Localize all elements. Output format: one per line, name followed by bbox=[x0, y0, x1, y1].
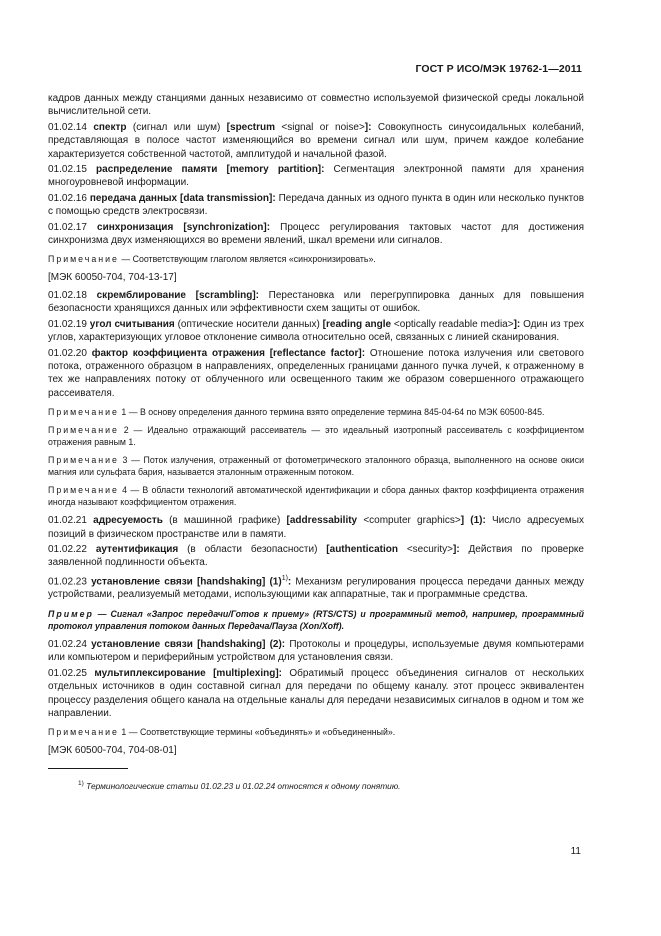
entry-definition: Сегментация электронной памяти для хранения многоуровневой информации. bbox=[48, 164, 584, 189]
entry-number: 01.02.21 bbox=[48, 515, 87, 527]
entry-close: ]: bbox=[513, 318, 521, 330]
term-entry-01-02-22 bbox=[48, 543, 584, 570]
entry-english: [data transmission]: bbox=[180, 192, 276, 204]
note-text: — Соответствующие термины «объединять» и «объединенный». bbox=[126, 727, 396, 738]
note-number: 2 bbox=[118, 425, 129, 436]
entry-number: 01.02.25 bbox=[48, 667, 87, 679]
entry-english: [synchronization]: bbox=[183, 221, 271, 233]
entry-close: : bbox=[287, 576, 292, 588]
footnote-reference: 1) bbox=[281, 574, 288, 582]
entry-qualifier: (оптические носители данных) bbox=[174, 318, 323, 330]
entry-qualifier: (в машинной графике) bbox=[162, 515, 287, 527]
entry-english: [memory partition]: bbox=[226, 164, 325, 176]
entry-english: [handshaking] (1) bbox=[196, 576, 282, 588]
entry-close: ]: bbox=[364, 121, 372, 133]
entry-english: [authentication bbox=[326, 543, 398, 555]
entry-context: <signal or noise> bbox=[275, 121, 365, 133]
term-entry-01-02-20 bbox=[48, 347, 584, 401]
entry-number: 01.02.19 bbox=[48, 318, 87, 330]
note-number: 1 bbox=[118, 407, 127, 418]
entry-term: угол считывания bbox=[89, 318, 175, 330]
reference: [МЭК 60500-704, 704-08-01] bbox=[48, 745, 177, 757]
term-entry-01-02-19 bbox=[48, 318, 584, 345]
entry-number: 01.02.20 bbox=[48, 347, 87, 359]
entry-definition: Протоколы и процедуры, используемые двумя компьютерами или компьютером и периферийным устройством для установления связи. bbox=[48, 638, 585, 664]
note-text: — Идеально отражающий рассеиватель — это идеальный изотропный рассеиватель с коэффициентом отражения равным 1. bbox=[48, 425, 584, 448]
entry-definition: Процесс регулирования тактовых частот для достижения синхронизма двух изменяющихся во времени явлений, шкал времени или сигналов. bbox=[48, 221, 585, 247]
entry-definition: Обратимый процесс объединения сигналов от нескольких отдельных источников в один составной сигнал для передачи по общему каналу. этот процесс эквивалентен процессу разделения общего канала на отдельные каналы для передачи независимых сигналов в одном и том же направлении. bbox=[48, 667, 584, 719]
entry-definition: Один из трех углов, характеризующих угловое отклонение символа относительно осей, связанных с линией сканирования. bbox=[48, 318, 584, 344]
entry-definition: Действия по проверке заявленной подлинности объекта. bbox=[48, 543, 584, 569]
entry-number: 01.02.17 bbox=[48, 221, 87, 233]
note bbox=[48, 484, 584, 508]
term-entry-01-02-14 bbox=[48, 121, 584, 161]
entry-number: 01.02.18 bbox=[48, 289, 87, 301]
entry-english: [multiplexing]: bbox=[213, 667, 282, 679]
note-label: Примечание bbox=[48, 485, 119, 496]
note-label: Примечание bbox=[48, 727, 119, 738]
term-entry-01-02-15 bbox=[48, 163, 584, 190]
entry-number: 01.02.23 bbox=[48, 576, 87, 588]
entry-term: адресуемость bbox=[93, 515, 163, 527]
entry-term: распределение памяти bbox=[96, 164, 218, 176]
note bbox=[48, 454, 584, 478]
document-header: ГОСТ Р ИСО/МЭК 19762-1—2011 bbox=[415, 63, 582, 75]
term-entry-01-02-21 bbox=[48, 514, 584, 541]
entry-english: [spectrum bbox=[226, 121, 276, 133]
entry-english: [reading angle bbox=[322, 318, 392, 330]
note bbox=[48, 253, 584, 265]
note-number: 3 bbox=[118, 455, 128, 466]
entry-definition: Отношение потока излучения или светового потока, отраженного образцом в направлениях, определенных границами данного пучка лучей, к отраженному в тех же направлениях потоку от облученного или освещенного таким же образом совершенного отражающего рассеивателя. bbox=[48, 347, 584, 399]
note bbox=[48, 406, 584, 418]
entry-term: установление связи bbox=[91, 638, 193, 650]
entry-close: ]: bbox=[452, 543, 460, 555]
note bbox=[48, 424, 584, 448]
entry-definition: Перестановка или перегруппировка данных для повышения безопасности хранящихся данных или эффективности схем защиты от ошибок. bbox=[48, 289, 585, 315]
note-number: 4 bbox=[118, 485, 128, 496]
entry-definition: Механизм регулирования процесса передачи данных между устройствами, реализуемый методами, использующими как аппаратные, так и программные средства. bbox=[48, 576, 584, 601]
note-label: Примечание bbox=[48, 407, 119, 418]
term-entry-01-02-24 bbox=[48, 638, 584, 665]
entry-definition: Совокупность синусоидальных колебаний, представляющая в полосе частот изменяющийся во времени сигнал или шум, причем каждое колебание характеризуется собственной частотой, амплитудой и начальной фазой. bbox=[48, 121, 584, 160]
term-entry-01-02-23 bbox=[48, 572, 584, 602]
intro-paragraph: кадров данных между станциями данных независимо от совместно используемой физической среды локальной вычислительной сети. bbox=[48, 93, 584, 118]
entry-english: [scrambling]: bbox=[195, 289, 259, 301]
note-number: 1 bbox=[118, 727, 127, 738]
entry-term: установление связи bbox=[91, 576, 193, 588]
note-text: — Соответствующим глаголом является «синхронизировать». bbox=[118, 254, 376, 265]
term-entry-01-02-25 bbox=[48, 667, 584, 721]
reference: [МЭК 60050-704, 704-13-17] bbox=[48, 272, 177, 284]
entry-term: аутентификация bbox=[95, 543, 179, 555]
entry-context: <computer graphics> bbox=[357, 515, 461, 527]
entry-term: фактор коэффициента отражения bbox=[91, 347, 265, 359]
entry-definition: Число адресуемых позиций в физическом пространстве или в памяти. bbox=[48, 515, 584, 540]
entry-qualifier: (сигнал или шум) bbox=[126, 121, 227, 133]
term-entry-01-02-16 bbox=[48, 192, 584, 219]
entry-number: 01.02.24 bbox=[48, 638, 87, 650]
footnote-mark: 1) bbox=[78, 780, 84, 788]
example bbox=[48, 608, 584, 632]
entry-term: скремблирование bbox=[96, 289, 186, 301]
page-number: 11 bbox=[570, 846, 581, 857]
entry-number: 01.02.14 bbox=[48, 121, 87, 133]
note-label: Примечание bbox=[48, 425, 119, 436]
entry-term: синхронизация bbox=[97, 221, 174, 233]
entry-context: <optically readable media> bbox=[391, 318, 514, 330]
footnote-text: Терминологические статьи 01.02.23 и 01.02.24 относятся к одному понятию. bbox=[83, 780, 401, 791]
footnote-divider bbox=[48, 768, 128, 769]
note-text: — В области технологий автоматической идентификации и сбора данных фактор коэффициента отражения иногда называют коэффициентом отражения. bbox=[48, 485, 584, 508]
entry-context: <security> bbox=[397, 543, 453, 555]
note-text: — В основу определения данного термина взято определение термина 845-04-64 по МЭК 60500-845. bbox=[126, 407, 545, 418]
entry-qualifier: (в области безопасности) bbox=[178, 543, 327, 555]
note-label: Примечание bbox=[48, 254, 119, 265]
note bbox=[48, 726, 584, 738]
example-label: Пример bbox=[48, 608, 94, 619]
page-content bbox=[48, 92, 584, 802]
entry-number: 01.02.22 bbox=[48, 543, 87, 555]
entry-term: мультиплексирование bbox=[94, 667, 206, 679]
entry-english: [reflectance factor]: bbox=[269, 347, 366, 359]
example-text: — Сигнал «Запрос передачи/Готов к приему» (RTS/CTS) и программный метод, например, программный протокол управления потоком данных Передача/Пауза (Xon/Xoff). bbox=[48, 608, 584, 631]
entry-close: ] (1): bbox=[460, 515, 486, 527]
entry-english: [handshaking] (2): bbox=[197, 638, 286, 650]
entry-term: передача данных bbox=[89, 192, 178, 204]
term-entry-01-02-17 bbox=[48, 221, 584, 248]
entry-number: 01.02.16 bbox=[48, 192, 87, 204]
term-entry-01-02-18 bbox=[48, 289, 584, 316]
note-text: — Поток излучения, отраженный от фотометрического эталонного образца, выполненного на основе окиси магния или сульфата бария, называется эталонным отраженным потоком. bbox=[48, 455, 585, 478]
entry-number: 01.02.15 bbox=[48, 164, 87, 176]
note-label: Примечание bbox=[48, 455, 119, 466]
entry-english: [addressability bbox=[286, 515, 358, 527]
entry-term: спектр bbox=[93, 121, 127, 133]
entry-definition: Передача данных из одного пункта в один или несколько пунктов с помощью средств электросвязи. bbox=[48, 192, 585, 218]
footnote bbox=[48, 777, 584, 793]
